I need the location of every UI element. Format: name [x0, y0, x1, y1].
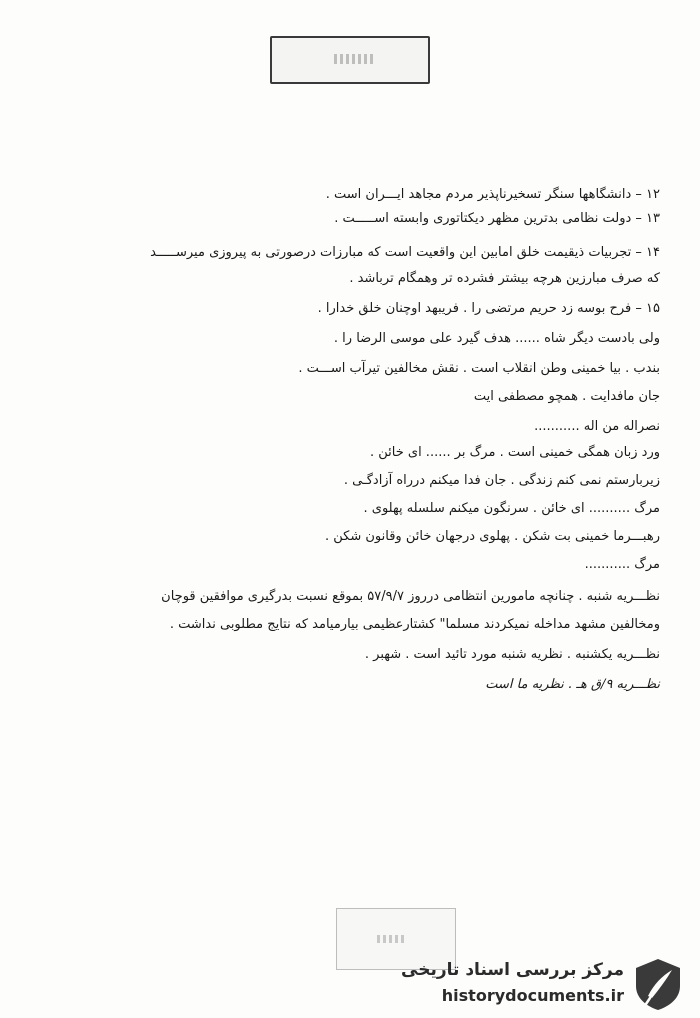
feather-shield-icon	[630, 956, 686, 1012]
doc-line-13: ۱۳ – دولت نظامی بدترین مظهر دیکتاتوری وابسته اســـــت .	[334, 211, 660, 226]
doc-line-slogan-5: زیربارستم نمی کنم زندگی . جان فدا میکنم درراه آزادگـی .	[343, 473, 660, 488]
doc-line-slogan-6: مرگ .......... ای خائن . سرنگون میکنم سلسله پهلوی .	[363, 501, 660, 516]
stamp-smudge	[377, 935, 407, 943]
doc-line-12: ۱۲ – دانشگاهها سنگر تسخیرناپذیر مردم مجاهد ایـــران است .	[325, 187, 660, 202]
doc-line-slogan-3: نصراله من اله ...........	[534, 419, 660, 434]
doc-line-15-cont: ولی بادست دیگر شاه ...... هدف گیرد علی موسی الرضا را .	[333, 331, 660, 346]
doc-line-opinion-saturday: نظـــریه شنبه . چنانچه مامورین انتظامی درروز ۵۷/۹/۷ بموقع نسبت بدرگیری موافقین قوچان	[161, 589, 660, 604]
classification-stamp	[270, 36, 430, 84]
doc-line-slogan-2: جان مافدایت . همچو مصطفی ایت	[473, 389, 660, 404]
archive-website: historydocuments.ir	[441, 986, 624, 1005]
doc-line-slogan-7: رهبـــرما خمینی بت شکن . پهلوی درجهان خائن وقانون شکن .	[325, 529, 660, 544]
doc-line-15: ۱۵ – فرح بوسه زد حریم مرتضی را . فریبهد اوچنان خلق خدارا .	[317, 301, 660, 316]
doc-line-opinion-sunday: نظـــریه یکشنبه . نظریه شنبه مورد تائید است . شهبر .	[364, 647, 660, 662]
doc-line-slogan-4: ورد زبان همگی خمینی است . مرگ بر ...... ای خائن .	[369, 445, 660, 460]
doc-line-14: ۱۴ – تجربیات ذیقیمت خلق امابین این واقعیت است که مبارزات درصورتی به پیروزی میرســـــد	[150, 245, 660, 260]
doc-line-slogan-1: بندب . بیا خمینی وطن انقلاب است . نقش مخالفین تیرآب اســـت .	[298, 361, 660, 376]
doc-line-opinion-final: نظـــریه ۹/ق هـ . نظریه ما است	[485, 677, 660, 692]
archive-org-name: مرکز بررسی اسناد تاریخی	[401, 960, 624, 980]
doc-line-opinion-saturday-cont: ومخالفین مشهد مداخله نمیکردند مسلما" کشتارعظیمی بیارمیامد که نتایج مطلوبی نداشت .	[169, 617, 660, 632]
archive-watermark	[396, 956, 686, 1012]
doc-line-slogan-8: مرگ ...........	[584, 557, 660, 572]
doc-line-14-cont: که صرف مبارزین هرچه بیشتر فشرده تر وهمگام ترباشد .	[349, 271, 660, 286]
stamp-smudge	[334, 54, 374, 64]
